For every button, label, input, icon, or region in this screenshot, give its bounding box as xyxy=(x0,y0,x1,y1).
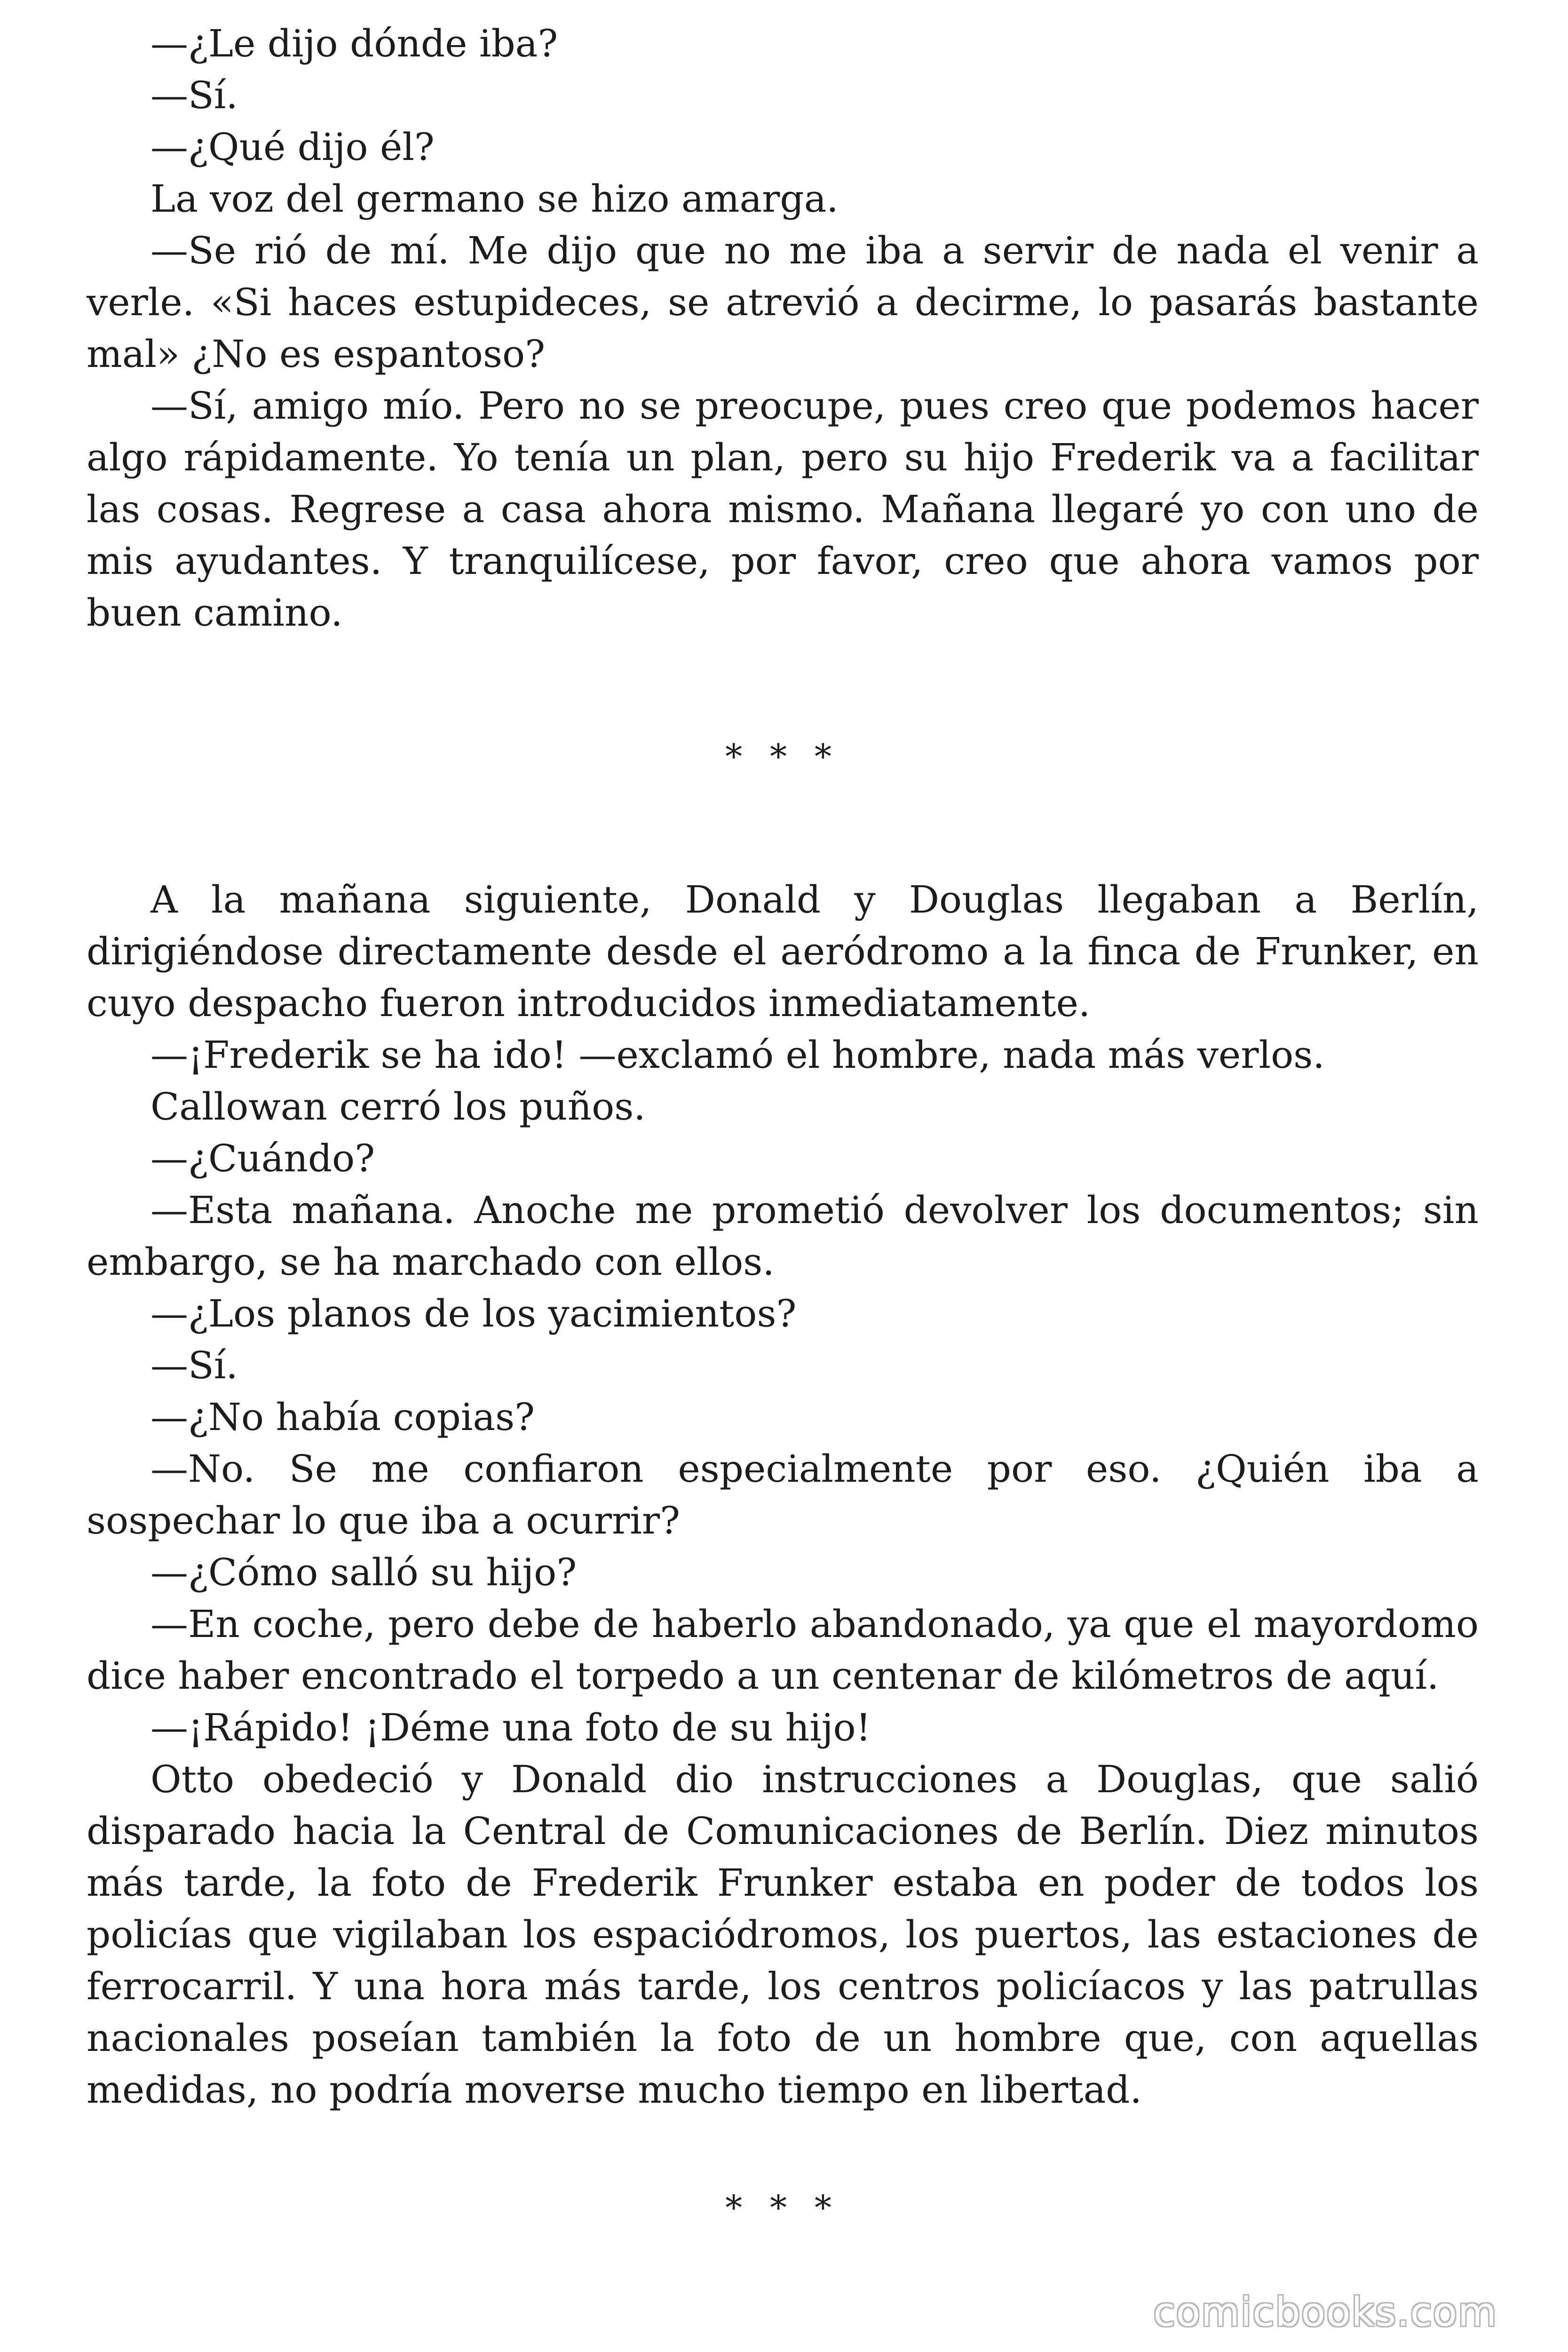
paragraph: —¿Le dijo dónde iba? xyxy=(150,22,558,65)
paragraph: —¿Cuándo? xyxy=(150,1136,375,1180)
paragraph: La voz del germano se hizo amarga. xyxy=(150,177,839,221)
paragraph: —Esta mañana. Anoche me prometió devolver los documentos; sin embargo, se ha marchado con ellos. xyxy=(87,1188,1479,1284)
paragraph: —¿Qué dijo él? xyxy=(150,125,435,169)
section-separator: * * * xyxy=(725,737,840,776)
paragraph: —Sí. xyxy=(150,1343,238,1387)
paragraph: —¿No había copias? xyxy=(150,1395,535,1439)
paragraph: —Sí, amigo mío. Pero no se preocupe, pues creo que podemos hacer algo rápidamente. Yo tenía un plan, pero su hijo Frederik va a facilitar las cosas. Regrese a casa ahora mismo. Mañana llegaré yo con uno de mis ayudantes. Y tranquilícese, por favor, creo que ahora vamos por buen camino. xyxy=(87,384,1479,635)
paragraph: A la mañana siguiente, Donald y Douglas llegaban a Berlín, dirigiéndose directamente desde el aeródromo a la finca de Frunker, en cuyo despacho fueron introducidos inmediatamente. xyxy=(87,878,1479,1025)
section-separator: * * * xyxy=(725,2188,840,2227)
paragraph: —No. Se me confiaron especialmente por eso. ¿Quién iba a sospechar lo que iba a ocurrir? xyxy=(87,1447,1479,1542)
paragraph: —¡Frederik se ha ido! —exclamó el hombre, nada más verlos. xyxy=(150,1033,1325,1077)
paragraph: —¡Rápido! ¡Déme una foto de su hijo! xyxy=(150,1706,871,1749)
text-column xyxy=(87,18,1479,2299)
paragraph: —¿Cómo salló su hijo? xyxy=(150,1550,577,1594)
paragraph: —Se rió de mí. Me dijo que no me iba a servir de nada el venir a verle. «Si haces estupideces, se atrevió a decirme, lo pasarás bastante mal» ¿No es espantoso? xyxy=(87,229,1479,376)
paragraph: Callowan cerró los puños. xyxy=(150,1085,646,1128)
paragraph: —¿Los planos de los yacimientos? xyxy=(150,1292,797,1335)
paragraph: —Sí. xyxy=(150,73,238,117)
watermark: comicbooks.com xyxy=(1153,2289,1497,2335)
paragraph: Otto obedeció y Donald dio instrucciones a Douglas, que salió disparado hacia la Central de Comunicaciones de Berlín. Diez minutos más tarde, la foto de Frederik Frunker estaba en poder de todos los policías que vigilaban los espaciódromos, los puertos, las estaciones de ferrocarril. Y una hora más tarde, los centros policíacos y las patrullas nacionales poseían también la foto de un hombre que, con aquellas medidas, no podría moverse mucho tiempo en libertad. xyxy=(87,1757,1479,2112)
paragraph: —En coche, pero debe de haberlo abandonado, ya que el mayordomo dice haber encontrado el torpedo a un centenar de kilómetros de aquí. xyxy=(87,1602,1479,1698)
